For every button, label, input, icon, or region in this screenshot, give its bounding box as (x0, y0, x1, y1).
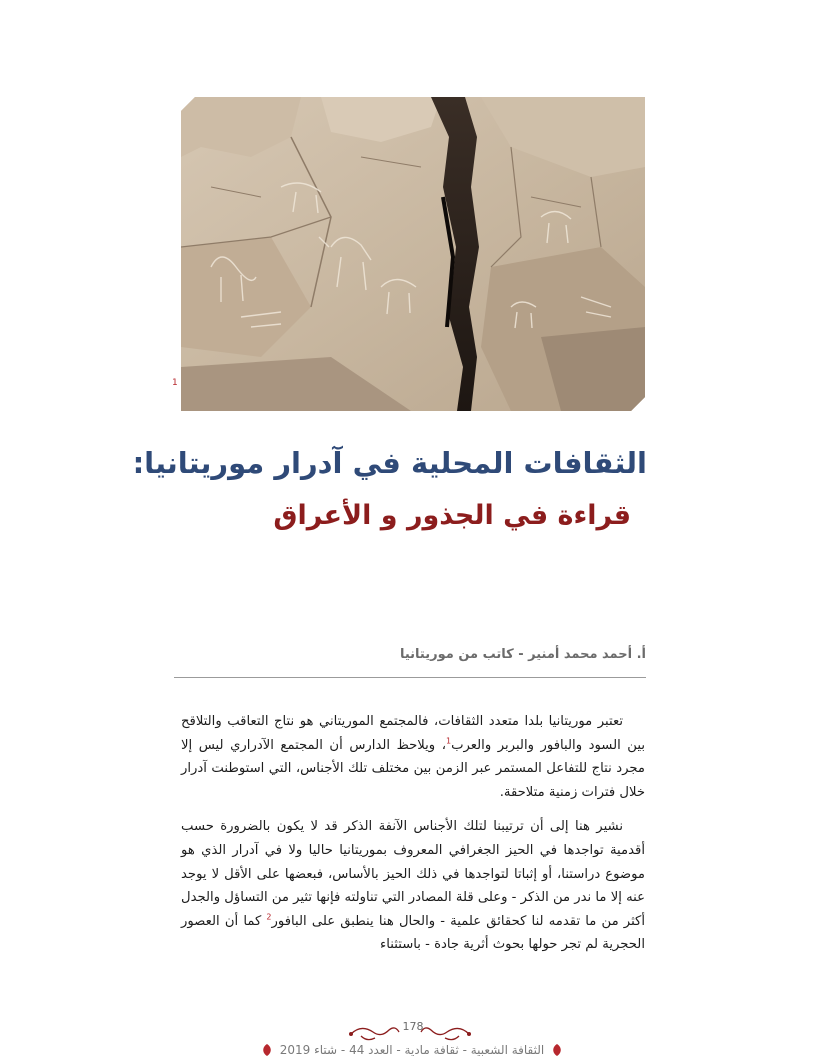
article-body (181, 710, 645, 957)
leaf-icon (260, 1043, 274, 1057)
divider (174, 677, 646, 678)
paragraph (181, 710, 645, 804)
footnote-marker[interactable]: 1 (445, 736, 452, 746)
rock-carving-image (181, 97, 645, 411)
footnote-marker[interactable]: 2 (266, 912, 272, 922)
article-subtitle: قراءة في الجذور و الأعراق (273, 500, 631, 531)
leaf-icon (550, 1043, 564, 1057)
rock-art-photo (181, 97, 645, 411)
author-byline: أ. أحمد محمد أمنير - كاتب من موريتانيا (399, 647, 646, 662)
page-footer (222, 1040, 602, 1060)
paragraph-text: تعتبر موريتانيا بلدا متعدد الثقافات، فالمجتمع الموريتاني هو نتاج التعاقب والتلاقح بين السود والبافور والبربر والعرب (181, 714, 645, 753)
paragraph (181, 815, 645, 957)
paragraph-text: ، ويلاحظ الدارس أن المجتمع الآدراري ليس إلا مجرد نتاج للتفاعل المستمر عبر الزمن بين مختلف تلك الأجناس، التي استوطنت آدرار خلال فترات زمنية متلاحقة. (181, 737, 645, 800)
figure-number: 1 (172, 378, 178, 388)
paragraph-text: كما أن العصور الحجرية لم تجر حولها بحوث أثرية جادة - باستثناء (181, 913, 645, 953)
footer-publication: الثقافة الشعبية - ثقافة مادية - العدد 44 - شتاء 2019 (279, 1043, 545, 1057)
paragraph-text: نشير هنا إلى أن ترتيبنا لتلك الأجناس الآنفة الذكر قد لا يكون بالضرورة حسب أقدمية تواجدها في الحيز الجغرافي المعروف بموريتانيا حاليا ولا في آدرار الذي هو موضوع دراستنا، أو إثباتا لتواجدها في ذلك الحيز بالأساس، فبعضها على الأقل لا يوجد عنه إلا ما ندر من الذكر - وعلى قلة المصادر التي تناولته فإنها تثير من التساؤل والجدل أكثر من ما تقدمه لنا كحقائق علمية - والحال هنا ينطبق على البافور (181, 819, 645, 929)
article-title: الثقافات المحلية في آدرار موريتانيا: (132, 446, 647, 480)
page-number: 178 (402, 1020, 424, 1033)
